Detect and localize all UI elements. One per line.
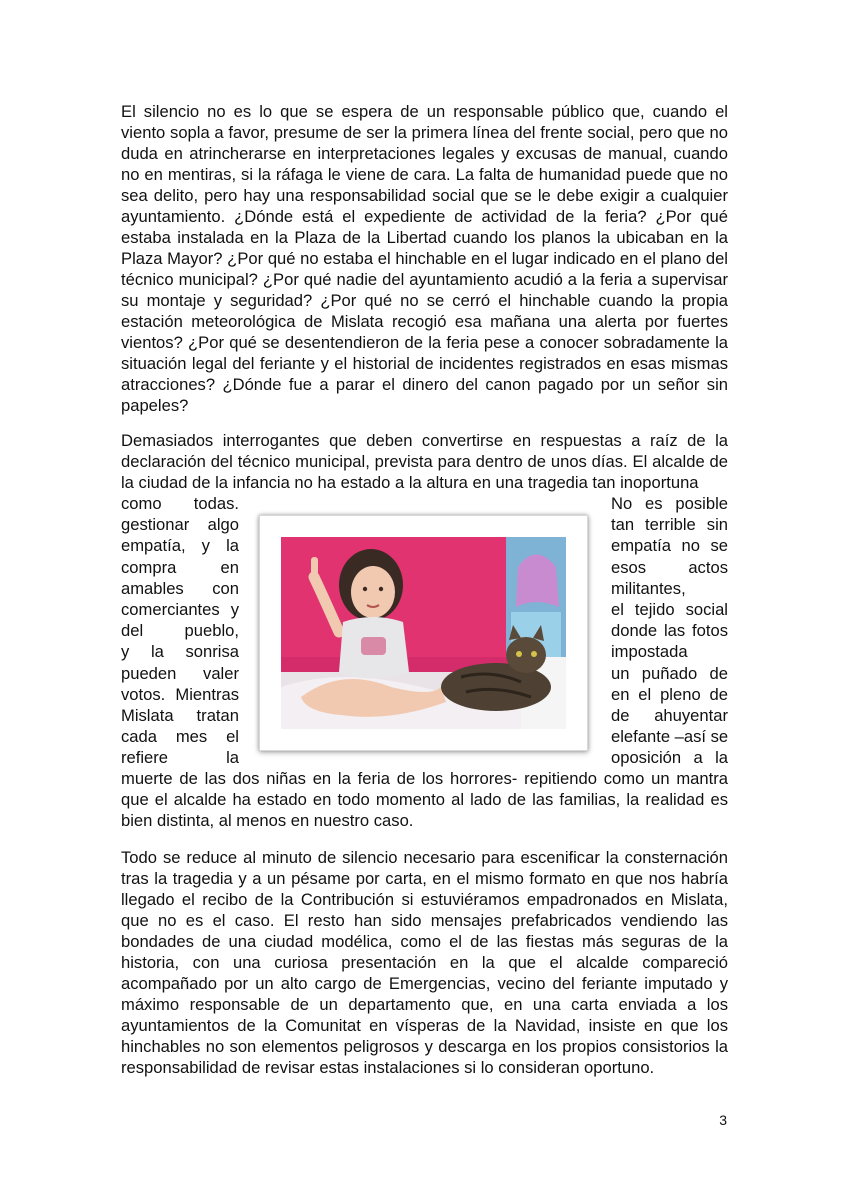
wrap-line-right: donde las fotos <box>611 621 728 641</box>
paragraph-2-intro-text: Demasiados interrogantes que deben convertirse en respuestas a raíz de la declaración del técnico municipal, prevista para dentro de unos días. El alcalde de la ciudad de la infancia no ha estado a la altura en una tragedia tan inoportuna <box>121 431 728 492</box>
wrap-line-right: de ahuyentar <box>611 706 728 725</box>
paragraph-2-tail-text: muerte de las dos niñas en la feria de los horrores- repitiendo como un mantra que el alcalde ha estado en todo momento al lado de las familias, la realidad es bien distinta, al menos en nuestro caso. <box>121 769 728 830</box>
wrap-line-left: pueden valer <box>121 663 239 683</box>
wrap-line-left: del pueblo, <box>121 621 239 641</box>
wrap-line-left: como todas. <box>121 494 239 513</box>
wrap-line-right: un puñado de <box>611 663 728 683</box>
wrap-line-left: Mislata tratan <box>121 706 239 725</box>
wrap-line-left: amables con <box>121 578 239 598</box>
photo-girl-with-cat <box>281 537 566 729</box>
wrap-line-right: en el pleno de <box>611 684 728 704</box>
wrap-line-right: oposición a la <box>611 748 728 768</box>
wrap-line-left: gestionar algo <box>121 515 239 535</box>
wrap-line-left: empatía, y la <box>121 536 239 556</box>
photo-frame <box>259 515 588 751</box>
wrap-line-right: impostada <box>611 642 688 662</box>
paragraph-2-intro <box>121 430 728 493</box>
wrap-line-right: No es posible <box>611 494 728 513</box>
paragraph-1-text: El silencio no es lo que se espera de un responsable público que, cuando el viento sopla a favor, presume de ser la primera línea del frente social, pero que no duda en atrincherarse en interpretaciones legales y excusas de manual, cuando no en mentiras, si la ráfaga le viene de cara. La falta de humanidad puede que no sea delito, pero hay una responsabilidad social que se le debe exigir a cualquier ayuntamiento. ¿Dónde está el expediente de actividad de la feria? ¿Por qué estaba instalada en la Plaza de la Libertad cuando los planos la ubicaban en la Plaza Mayor? ¿Por qué no estaba el hinchable en el lugar indicado en el plano del técnico municipal? ¿Por qué nadie del ayuntamiento acudió a la feria a supervisar su montaje y seguridad? ¿Por qué no se cerró el hinchable cuando la propia estación meteorológica de Mislata recogió esa mañana una alerta por fuertes vientos? ¿Por qué se desentendieron de la feria pese a conocer sobradamente la situación legal del feriante y el historial de incidentes registrados en esas mismas atracciones? ¿Dónde fue a parar el dinero del canon pagado por un señor sin papeles? <box>121 102 728 415</box>
wrap-line-right: elefante –así se <box>611 727 729 747</box>
wrap-line-right: el tejido social <box>611 600 728 619</box>
wrap-line-left: cada mes el <box>121 727 239 747</box>
photo-illustration <box>281 537 566 729</box>
wrap-line-right: tan terrible sin <box>611 515 728 535</box>
paragraph-3-text: Todo se reduce al minuto de silencio necesario para escenificar la consternación tras la tragedia y a un pésame por carta, en el mismo formato en que nos habría llegado el recibo de la Contribución si estuviéramos empadronados en Mislata, que no es el caso. El resto han sido mensajes prefabricados vendiendo las bondades de una ciudad modélica, como el de las fiestas más seguras de la historia, con una curiosa presentación en la que el alcalde compareció acompañado por un alto cargo de Emergencias, vecino del feriante imputado y máximo responsable de un departamento que, en una carta enviada a los ayuntamientos de la Comunitat en vísperas de la Navidad, insiste en que los hinchables no son elementos peligrosos y descarga en los propios consistorios la responsabilidad de revisar estas instalaciones si lo consideran oportuno. <box>121 848 728 1077</box>
wrap-line-left: y la sonrisa <box>121 642 239 662</box>
paragraph-1 <box>121 101 728 416</box>
wrap-line-left: refiere la <box>121 748 239 768</box>
paragraph-2-tail <box>121 768 728 831</box>
page-number: 3 <box>719 1112 727 1128</box>
paragraph-3 <box>121 847 728 1078</box>
wrap-line-right: militantes, <box>611 578 686 598</box>
wrap-line-left: votos. Mientras <box>121 684 239 704</box>
wrap-line-left: compra en <box>121 557 239 577</box>
wrap-line-right: empatía no se <box>611 536 728 556</box>
wrap-line-left: comerciantes y <box>121 600 239 619</box>
wrap-line-right: esos actos <box>611 557 728 577</box>
